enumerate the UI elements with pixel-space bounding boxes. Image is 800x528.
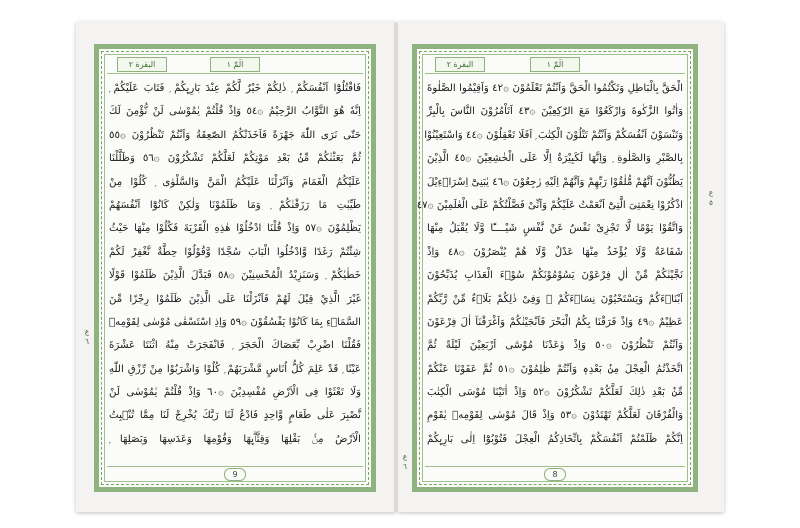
page-number: 8 <box>544 468 566 481</box>
text-line: طَيِّبٰتِ مَا رَزَقْنٰكُمْ ۭ وَمَا ظَلَمُوْنَا وَلٰكِنْ كَانُوْٓا اَنْفُسَهُمْ <box>109 199 361 211</box>
left-page-text-block <box>109 77 361 463</box>
text-line: خَطٰيٰكُمْ ۭ وَسَنَزِيْدُ الْمُحْسِنِيْنَ ۞٥٨ فَبَدَّلَ الَّذِيْنَ ظَلَمُوْا قَوْلًا <box>109 270 361 282</box>
text-line: غَيْرَ الَّذِيْ قِيْلَ لَهُمْ فَاَنْزَلْنَا عَلَى الَّذِيْنَ ظَلَمُوْا رِجْزًا مِّنَ <box>109 293 361 305</box>
ruku-marker: ع ٦ <box>84 328 90 346</box>
right-page <box>398 22 724 512</box>
ruku-marker: ع ٦ <box>402 453 408 471</box>
left-page-border-frame <box>94 44 376 492</box>
left-page-footer <box>107 466 363 481</box>
text-line: عَظِيْمٌ ۞٤٩ وَاِذْ فَرَقْنَا بِكُمُ الْبَحْرَ فَاَنْجَيْنٰكُمْ وَاَغْرَقْنَآ اٰلَ فِرْعَوْنَ <box>427 316 683 328</box>
right-page-border-frame <box>412 44 698 492</box>
right-page-header <box>425 57 685 74</box>
text-line: اِنَّكُمْ ظَلَمْتُمْ اَنْفُسَكُمْ بِاتِّخَاذِكُمُ الْعِجْلَ فَتُوْبُوْٓا اِلٰى بَارِىِٕكُمْ <box>427 433 683 445</box>
text-line: السَّمَاۗءِ بِمَا كَانُوْا يَفْسُقُوْنَ ۞٥٩ وَاِذِ اسْتَسْقٰى مُوْسٰى لِقَوْمِهٖ <box>109 316 362 328</box>
right-page-footer <box>425 466 685 481</box>
text-line: وَاَنْتُمْ تَنْظُرُوْنَ ۞٥٠ وَاِذْ وٰعَدْنَا مُوْسٰٓى اَرْبَعِيْنَ لَيْلَةً ثُمَّ <box>427 340 683 352</box>
text-line: يَظُنُّوْنَ اَنَّهُمْ مُّلٰقُوْا رَبِّهِمْ وَاَنَّهُمْ اِلَيْهِ رٰجِعُوْنَ ۞٤٦ يٰبَنِىْٓ اِسْرَاۗءِيْلَ <box>427 176 683 188</box>
text-line: شِئْتُمْ رَغَدًا وَّادْخُلُوا الْبَابَ سُجَّدًا وَّقُوْلُوْا حِطَّةٌ نَّغْفِرْ لَكُمْ <box>109 246 361 258</box>
text-line: بِالصَّبْرِ وَالصَّلٰوةِ ۭ وَاِنَّهَا لَكَبِيْرَةٌ اِلَّا عَلَى الْخٰشِعِيْنَ ۞٤٥ الَّذِيْنَ <box>427 153 683 165</box>
text-line: نَّصْبِرَ عَلٰى طَعَامٍ وَّاحِدٍ فَادْعُ لَنَا رَبَّكَ يُخْرِجْ لَنَا مِمَّا تُنْۢبِتُ <box>109 410 361 422</box>
text-line: فَقُلْنَا اضْرِبْ بِّعَصَاكَ الْحَجَرَ ۭ فَانْفَجَرَتْ مِنْهُ اثْنَتَا عَشْرَةَ <box>109 340 361 352</box>
text-line: عَيْنًا ۭ قَدْ عَلِمَ كُلُّ اُنَاسٍ مَّشْرَبَهُمْ ۭ كُلُوْا وَاشْرَبُوْا مِنْ رِّزْقِ اللّٰهِ <box>109 363 361 375</box>
text-line: وَتَنْسَوْنَ اَنْفُسَكُمْ وَاَنْتُمْ تَتْلُوْنَ الْكِتٰبَ ۭ اَفَلَا تَعْقِلُوْنَ ۞٤٤ وَاسْتَعِيْنُوْا <box>424 129 683 141</box>
right-page-text-block <box>416 77 684 463</box>
text-line: وَاٰتُوا الزَّكٰوةَ وَارْكَعُوْا مَعَ الرّٰكِعِيْنَ ۞٤٣ اَتَاْمُرُوْنَ النَّاسَ بِالْبِرِّ <box>427 106 683 118</box>
text-line: اِنَّهٗ هُوَ التَّوَّابُ الرَّحِيْمُ ۞٥٤ وَاِذْ قُلْتُمْ يٰمُوْسٰى لَنْ نُّؤْمِنَ لَكَ <box>109 106 361 118</box>
text-line: يَظْلِمُوْنَ ۞٥٧ وَاِذْ قُلْنَا ادْخُلُوْا هٰذِهِ الْقَرْيَةَ فَكُلُوْا مِنْهَا حَيْثُ <box>109 223 361 235</box>
text-line: اذْكُرُوْا نِعْمَتِىَ الَّتِىْٓ اَنْعَمْتُ عَلَيْكُمْ وَاَنِّىْ فَضَّلْتُكُمْ عَلَى الْعٰلَمِيْنَ ۞٤٧ <box>416 199 683 211</box>
text-line: الْحَقَّ بِالْبَاطِلِ وَتَكْتُمُوا الْحَقَّ وَاَنْتُمْ تَعْلَمُوْنَ ۞٤٢ وَاَقِيْمُوا الصَّلٰوةَ <box>427 83 684 94</box>
ruku-marker: ع ٥ <box>708 189 714 207</box>
text-line: وَالْفُرْقَانَ لَعَلَّكُمْ تَهْتَدُوْنَ ۞٥٣ وَاِذْ قَالَ مُوْسٰى لِقَوْمِهٖ يٰقَوْمِ <box>427 410 683 422</box>
text-line: اَبْنَاۗءَكُمْ وَيَسْتَحْيُوْنَ نِسَاۗءَكُمْ ۭ وَفِىْ ذٰلِكُمْ بَلَاۗءٌ مِّنْ رَّبِّكُمْ <box>427 293 683 305</box>
text-line: اتَّخَذْتُمُ الْعِجْلَ مِنْۢ بَعْدِهٖ وَاَنْتُمْ ظٰلِمُوْنَ ۞٥١ ثُمَّ عَفَوْنَا عَنْكُمْ <box>427 363 683 375</box>
left-page-header <box>107 57 363 74</box>
text-line: وَلَا تَعْثَوْا فِى الْاَرْضِ مُفْسِدِيْنَ ۞٦٠ وَاِذْ قُلْتُمْ يٰمُوْسٰى لَنْ <box>109 387 361 399</box>
text-line: فَاقْتُلُوْٓا اَنْفُسَكُمْ ۭ ذٰلِكُمْ خَيْرٌ لَّكُمْ عِنْدَ بَارِىِٕكُمْ ۭ فَتَابَ عَلَيْكُمْ ۭ <box>109 83 361 94</box>
left-page <box>76 22 396 512</box>
surah-name-label: البقرة ٢ <box>435 57 485 72</box>
text-line: عَلَيْكُمُ الْغَمَامَ وَاَنْزَلْنَا عَلَيْكُمُ الْمَنَّ وَالسَّلْوٰى ۭ كُلُوْا مِنْ <box>109 176 361 188</box>
text-line: حَتّٰى نَرَى اللّٰهَ جَهْرَةً فَاَخَذَتْكُمُ الصّٰعِقَةُ وَاَنْتُمْ تَنْظُرُوْنَ ۞٥٥ <box>109 129 361 141</box>
text-line: وَاتَّقُوْا يَوْمًا لَّا تَجْزِىْ نَفْسٌ عَنْ نَّفْسٍ شَيْــــًٔا وَّلَا يُقْبَلُ مِنْهَا <box>427 223 683 235</box>
text-line: مِّنْۢ بَعْدِ ذٰلِكَ لَعَلَّكُمْ تَشْكُرُوْنَ ۞٥٢ وَاِذْ اٰتَيْنَا مُوْسَى الْكِتٰبَ <box>427 387 684 399</box>
surah-name-label: البقرة ٢ <box>117 57 167 72</box>
juz-name-label: الٓمّٓ ١ <box>530 57 580 72</box>
text-line: شَفَاعَةٌ وَّلَا يُؤْخَذُ مِنْهَا عَدْلٌ وَّلَا هُمْ يُنْصَرُوْنَ ۞٤٨ وَاِذْ <box>427 246 683 258</box>
page-number: 9 <box>224 468 246 481</box>
text-line: الْاَرْضُ مِنْۢ بَقْلِهَا وَقِثَّاۗىِٕهَا وَفُوْمِهَا وَعَدَسِهَا وَبَصَلِهَا ۭ <box>109 433 361 445</box>
text-line: ثُمَّ بَعَثْنٰكُمْ مِّنْۢ بَعْدِ مَوْتِكُمْ لَعَلَّكُمْ تَشْكُرُوْنَ ۞٥٦ وَظَلَّلْنَا <box>109 153 361 165</box>
text-line: نَجَّيْنٰكُمْ مِّنْ اٰلِ فِرْعَوْنَ يَسُوْمُوْنَكُمْ سُوْۗءَ الْعَذَابِ يُذَبِّحُوْنَ <box>427 270 683 282</box>
juz-name-label: الٓمّٓ ١ <box>210 57 260 72</box>
